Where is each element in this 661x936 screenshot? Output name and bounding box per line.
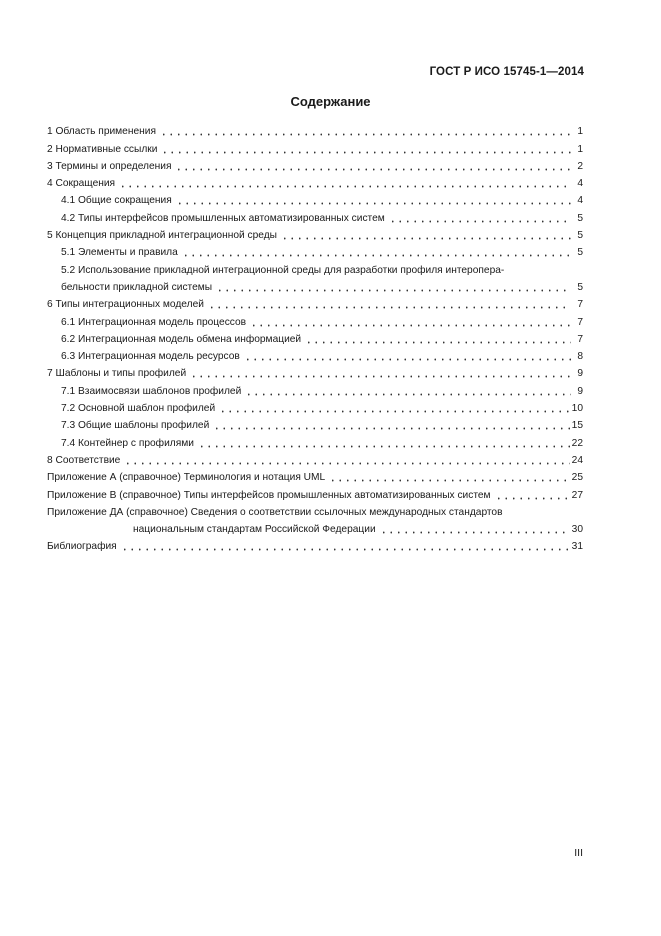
toc-page-number: 25: [571, 472, 583, 484]
dot-leader: [190, 375, 571, 378]
dot-leader: [281, 237, 571, 240]
toc-page-number: 8: [577, 351, 583, 363]
toc-entry-text: 6 Типы интеграционных моделей: [47, 299, 204, 311]
toc-page-number: 2: [577, 160, 583, 172]
toc-entry[interactable]: [47, 138, 583, 155]
toc-page-number: 24: [571, 454, 583, 466]
toc-entry-text: 6.2 Интеграционная модель обмена информацией: [61, 333, 302, 345]
toc-entry[interactable]: [47, 294, 583, 311]
toc-entry-text: Библиография: [47, 541, 117, 553]
dot-leader: [329, 479, 569, 482]
dot-leader: [119, 185, 571, 188]
toc-page-number: 22: [571, 437, 583, 449]
toc-entry-text-continued: национальным стандартам Российской Федерации: [133, 524, 376, 536]
toc-page-number: 31: [571, 541, 583, 553]
toc-page-number: 10: [571, 403, 583, 415]
dot-leader: [305, 341, 571, 344]
dot-leader: [121, 548, 570, 551]
toc-entry[interactable]: [47, 432, 583, 449]
dot-leader: [175, 168, 571, 171]
toc-entry[interactable]: [47, 225, 583, 242]
dot-leader: [219, 410, 570, 413]
toc-entry[interactable]: [47, 380, 583, 397]
toc-entry[interactable]: [47, 190, 583, 207]
toc-entry[interactable]: [47, 484, 583, 501]
toc-entry-text: 4.1 Общие сокращения: [61, 195, 172, 207]
dot-leader: [495, 497, 570, 500]
toc-entry-text: 7.2 Основной шаблон профилей: [61, 403, 216, 415]
dot-leader: [208, 306, 571, 309]
toc-entry-text: 4.2 Типы интерфейсов промышленных автоматизированных систем: [61, 212, 385, 224]
toc-page-number: 27: [571, 489, 583, 501]
toc-entry[interactable]: [47, 207, 583, 224]
dot-leader: [380, 531, 570, 534]
toc-entry-text: 1 Область применения: [47, 126, 156, 138]
toc-entry-text: 7.1 Взаимосвязи шаблонов профилей: [61, 385, 242, 397]
dot-leader: [182, 254, 571, 257]
dot-leader: [161, 151, 571, 154]
dot-leader: [213, 427, 569, 430]
toc-entry[interactable]: [47, 329, 583, 346]
toc-page-number: 5: [577, 230, 583, 242]
table-of-contents: [47, 121, 583, 553]
document-id: ГОСТ Р ИСО 15745-1—2014: [429, 66, 584, 78]
toc-entry-text: Приложение А (справочное) Терминология и нотация UML: [47, 472, 326, 484]
toc-entry[interactable]: [47, 467, 583, 484]
toc-entry[interactable]: [47, 502, 583, 537]
toc-entry-text: 3 Термины и определения: [47, 160, 172, 172]
toc-page-number: 7: [577, 316, 583, 328]
page-folio: III: [574, 847, 583, 859]
toc-entry-text: 6.3 Интеграционная модель ресурсов: [61, 351, 240, 363]
toc-page-number: 4: [577, 178, 583, 190]
toc-entry-text: 7.3 Общие шаблоны профилей: [61, 420, 210, 432]
toc-entry-text: 7.4 Контейнер с профилями: [61, 437, 194, 449]
toc-entry[interactable]: [47, 311, 583, 328]
toc-entry[interactable]: [47, 363, 583, 380]
toc-page-number: 7: [577, 299, 583, 311]
toc-entry[interactable]: [47, 242, 583, 259]
dot-leader: [250, 324, 571, 327]
dot-leader: [198, 445, 570, 448]
toc-title: Содержание: [290, 94, 371, 109]
toc-page-number: 1: [577, 143, 583, 155]
toc-page-number: 4: [577, 195, 583, 207]
dot-leader: [389, 220, 571, 223]
toc-entry-text: 4 Сокращения: [47, 178, 116, 190]
toc-entry[interactable]: [47, 156, 583, 173]
toc-entry-text-continued: бельности прикладной системы: [61, 281, 213, 293]
dot-leader: [245, 393, 571, 396]
toc-page-number: 1: [577, 126, 583, 138]
toc-page-number: 7: [577, 333, 583, 345]
toc-entry-text: 8 Соответствие: [47, 454, 121, 466]
toc-entry-text: 5 Концепция прикладной интеграционной среды: [47, 230, 277, 242]
toc-entry-text: 7 Шаблоны и типы профилей: [47, 368, 187, 380]
dot-leader: [216, 289, 571, 292]
toc-entry[interactable]: [47, 450, 583, 467]
toc-entry[interactable]: [47, 398, 583, 415]
toc-entry-text: Приложение ДА (справочное) Сведения о соответствии ссылочных международных стандартов: [47, 506, 503, 518]
toc-entry-text: 6.1 Интеграционная модель процессов: [61, 316, 247, 328]
toc-entry-bibliography[interactable]: [47, 536, 583, 553]
dot-leader: [124, 462, 569, 465]
dot-leader: [160, 133, 571, 136]
dot-leader: [244, 358, 571, 361]
toc-page-number: 5: [577, 281, 583, 293]
toc-entry-text: Приложение В (справочное) Типы интерфейсов промышленных автоматизированных систем: [47, 489, 491, 501]
toc-entry-text: 2 Нормативные ссылки: [47, 143, 158, 155]
toc-page-number: 9: [577, 368, 583, 380]
toc-page-number: 5: [577, 212, 583, 224]
toc-entry[interactable]: [47, 346, 583, 363]
toc-entry[interactable]: [47, 415, 583, 432]
toc-entry-text: 5.2 Использование прикладной интеграционной среды для разработки профиля интеропера-: [61, 264, 505, 276]
toc-entry-text: 5.1 Элементы и правила: [61, 247, 178, 259]
toc-page-number: 9: [577, 385, 583, 397]
toc-entry[interactable]: [47, 173, 583, 190]
toc-page-number: 15: [571, 420, 583, 432]
toc-page-number: 30: [571, 524, 583, 536]
toc-entry[interactable]: [47, 121, 583, 138]
toc-entry[interactable]: [47, 259, 583, 294]
dot-leader: [176, 202, 571, 205]
toc-page-number: 5: [577, 247, 583, 259]
